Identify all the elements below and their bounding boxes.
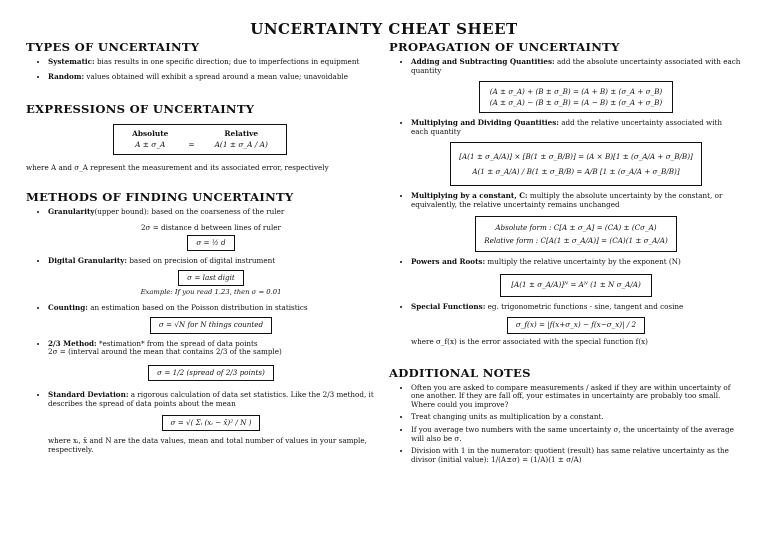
methods-section: [26, 191, 374, 454]
list-item: [48, 257, 374, 298]
special-formula-box: σ_f(x) = |f(x+σ_x) − f(x−σ_x)| / 2: [507, 317, 645, 334]
methods-heading: METHODS OF FINDING UNCERTAINTY: [26, 189, 294, 204]
list-item: [48, 73, 374, 82]
granularity-formula-box: σ = ½ d: [187, 235, 234, 252]
list-item: [411, 258, 741, 297]
list-item: [48, 340, 374, 382]
list-item: [48, 391, 374, 431]
digital-example: Example: If you read 1.23, then σ = 0.01: [140, 288, 282, 297]
types-section: [26, 41, 374, 81]
expressions-heading: EXPRESSIONS OF UNCERTAINTY: [26, 102, 255, 117]
item-text: an estimation based on the Poisson distribution in statistics: [90, 303, 308, 313]
notes-section: [389, 367, 741, 465]
list-item: [411, 119, 741, 186]
list-item: [48, 208, 374, 251]
special-note: where σ_f(x) is the error associated with the special function f(x): [411, 336, 648, 346]
relative-expression: A(1 ± σ_A / A): [214, 139, 268, 149]
list-item: [411, 303, 741, 334]
equals-sign: =: [188, 139, 195, 149]
col-header-absolute: Absolute: [132, 129, 169, 139]
item-text: eg. trigonometric functions - sine, tangent and cosine: [487, 301, 684, 311]
const-formula-box: [475, 216, 677, 252]
item-label: 2/3 Method:: [48, 338, 97, 348]
notes-list: [389, 384, 741, 465]
item-label: Powers and Roots:: [411, 256, 486, 266]
propagation-heading: PROPAGATION OF UNCERTAINTY: [389, 40, 620, 54]
mult-equation-1: [A(1 ± σ_A/A)] × [B(1 ± σ_B/B)] = (A × B)[1 ± (σ_A/A + σ_B/B)]: [459, 152, 693, 162]
types-list: [26, 58, 374, 81]
notes-heading: ADDITIONAL NOTES: [389, 365, 531, 380]
item-text: add the relative uncertainty associated with each quantity: [411, 118, 723, 136]
list-item: [48, 58, 374, 67]
expressions-section: [26, 103, 374, 173]
expressions-table: [122, 129, 278, 150]
item-label: Standard Deviation:: [48, 390, 129, 400]
item-text: a rigorous calculation of data set statistics. Like the 2/3 method, it describes the spread of data points about the mean: [48, 390, 374, 408]
expressions-note: where A and σ_A represent the measurement and its associated error, respectively: [26, 163, 329, 173]
item-label: Granularity: [48, 206, 95, 216]
add-equation-1: (A ± σ_A) + (B ± σ_B) = (A + B) ± (σ_A + σ_B): [489, 87, 663, 97]
absolute-expression: A ± σ_A: [135, 139, 166, 149]
item-label: Random:: [48, 71, 85, 81]
methods-list: [26, 208, 374, 431]
item-text: based on precision of digital instrument: [129, 256, 276, 266]
granularity-line: 2σ = distance d between lines of ruler: [140, 222, 281, 232]
two-thirds-formula-box: σ = 1/2 (spread of 2/3 points): [148, 365, 274, 382]
mult-equation-2: A(1 ± σ_A/A) / B(1 ± σ_B/B) = A/B [1 ± (σ_A/A + σ_B/B)]: [472, 167, 680, 177]
propagation-section: [389, 41, 741, 347]
item-text: multiply the absolute uncertainty by the constant, or equivalently, the relative uncertainty remains unchanged: [411, 191, 723, 209]
list-item: [48, 304, 374, 333]
list-item: • Often you are asked to compare measurements / asked if they are within uncertainty of one another. If they are fall off, your estimates in uncertainty are probably too small. Where could you improve?: [411, 384, 741, 410]
item-label: Digital Granularity:: [48, 256, 128, 266]
list-item: [411, 58, 741, 113]
item-label: Systematic:: [48, 57, 95, 66]
digital-formula-box: σ = last digit: [178, 270, 244, 287]
item-label: Multiplying and Dividing Quantities:: [411, 118, 559, 128]
add-formula-box: [479, 81, 673, 113]
item-label: Adding and Subtracting Quantities:: [411, 57, 555, 66]
item-label: Multiplying by a constant, C:: [411, 191, 528, 201]
stddev-formula-box: σ = √( Σᵢ (xᵢ − x̄)² / N ): [162, 415, 261, 432]
right-column: [389, 41, 741, 472]
const-equation-1: Absolute form : C[A ± σ_A] = (CA) ± (Cσ_A): [495, 222, 657, 232]
add-equation-2: (A ± σ_A) − (B ± σ_B) = (A − B) ± (σ_A + σ_B): [489, 98, 663, 108]
powers-formula-box: [A(1 ± σ_A/A)]ᴺ = Aᴺ (1 ± N σ_A/A): [500, 274, 652, 297]
item-text: values obtained will exhibit a spread around a mean value; unavoidable: [86, 71, 348, 81]
propagation-list: [389, 58, 741, 334]
item-text: (upper bound): based on the coarseness of the ruler: [94, 206, 285, 216]
item-label: Counting:: [48, 303, 88, 313]
item-text: multiply the relative uncertainty by the exponent (N): [487, 256, 681, 266]
item-text: *estimation* from the spread of data points: [98, 338, 258, 348]
stddev-note: where xᵢ, x̄ and N are the data values, mean and total number of values in your sample, respectively.: [48, 436, 367, 454]
list-item: [411, 192, 741, 251]
expressions-box: [113, 124, 287, 155]
item-text: bias results in one specific direction; due to imperfections in equipment: [96, 57, 360, 66]
col-header-relative: Relative: [224, 129, 259, 139]
const-equation-2: Relative form : C[A(1 ± σ_A/A)] = (CA)(1 ± σ_A/A): [484, 235, 668, 245]
page-title: UNCERTAINTY CHEAT SHEET: [250, 20, 518, 38]
mult-formula-box: [450, 142, 702, 186]
item-label: Special Functions:: [411, 301, 486, 311]
left-column: [26, 41, 374, 462]
list-item: • Treat changing units as multiplication by a constant.: [411, 413, 741, 422]
list-item: • Division with 1 in the numerator: quotient (result) has same relative uncertainty as the divisor (initial value): 1/(A±σ) = (1/A)(1 ± σ/A): [411, 447, 741, 464]
types-heading: TYPES OF UNCERTAINTY: [26, 40, 200, 54]
counting-formula-box: σ = √N for N things counted: [150, 317, 272, 334]
item-text: add the absolute uncertainty associated with each quantity: [411, 57, 741, 75]
list-item: • If you average two numbers with the same uncertainty σ, the uncertainty of the average will also be σ.: [411, 426, 741, 443]
two-thirds-line: 2σ = (interval around the mean that contains 2/3 of the sample): [48, 347, 282, 357]
